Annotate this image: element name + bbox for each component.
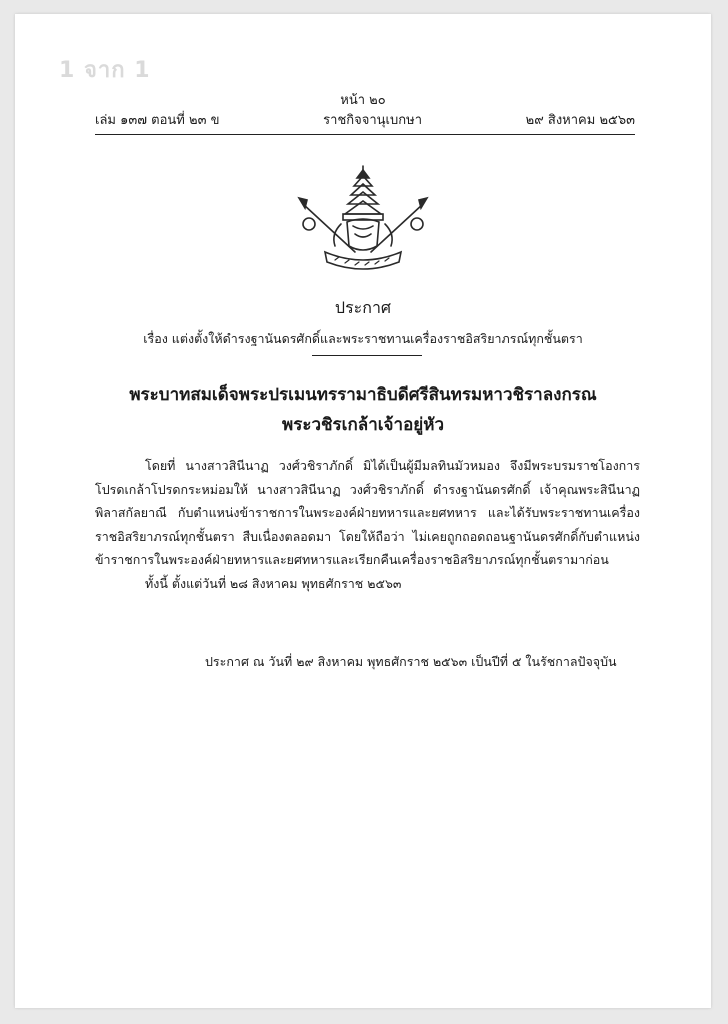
announcement-type: ประกาศ — [334, 298, 392, 317]
gazette-name: ราชกิจจานุเบกษา — [323, 113, 422, 128]
page-indicator: 1 จาก 1 — [59, 58, 151, 83]
announcement-body — [95, 454, 640, 595]
volume-issue: เล่ม ๑๓๗ ตอนที่ ๒๓ ข — [95, 113, 220, 128]
gazette-date: ๒๙ สิงหาคม ๒๕๖๓ — [525, 113, 635, 128]
gazette-header — [95, 109, 635, 135]
effective-date: ทั้งนี้ ตั้งแต่วันที่ ๒๘ สิงหาคม พุทธศักราช ๒๕๖๓ — [145, 575, 402, 591]
royal-emblem-icon — [295, 164, 431, 279]
king-title-line-2: พระวชิรเกล้าเจ้าอยู่หัว — [282, 415, 444, 435]
gazette-page-number: หน้า ๒๐ — [340, 93, 386, 108]
announcement-signoff: ประกาศ ณ วันที่ ๒๙ สิงหาคม พุทธศักราช ๒๕๖๓ เป็นปีที่ ๕ ในรัชกาลปัจจุบัน — [205, 654, 617, 669]
announcement-subject: เรื่อง แต่งตั้งให้ดำรงฐานันดรศักดิ์และพระราชทานเครื่องราชอิสริยาภรณ์ทุกชั้นตรา — [143, 331, 583, 346]
subject-divider — [312, 355, 422, 356]
king-title — [15, 380, 711, 440]
body-paragraph: โดยที่ นางสาวสินีนาฏ วงศ์วชิราภักดิ์ มิได้เป็นผู้มีมลทินมัวหมอง จึงมีพระบรมราชโองการโปรดเกล้าโปรดกระหม่อมให้ นางสาวสินีนาฏ วงศ์วชิราภักดิ์ ดำรงฐานันดรศักดิ์ เจ้าคุณพระสินีนาฏ พิลาสกัลยาณี กับตำแหน่งข้าราชการในพระองค์ฝ่ายทหารและยศทหาร และได้รับพระราชทานเครื่องราชอิสริยาภรณ์ทุกชั้นตรา สืบเนื่องตลอดมา โดยให้ถือว่า ไม่เคยถูกถอดถอนฐานันดรศักดิ์กับตำแหน่งข้าราชการในพระองค์ฝ่ายทหารและยศทหารและเรียกคืนเครื่องราชอิสริยาภรณ์ทุกชั้นตรามาก่อน — [95, 458, 640, 567]
document-page — [15, 14, 711, 1008]
king-title-line-1: พระบาทสมเด็จพระปรเมนทรรามาธิบดีศรีสินทรมหาวชิราลงกรณ — [129, 385, 597, 405]
